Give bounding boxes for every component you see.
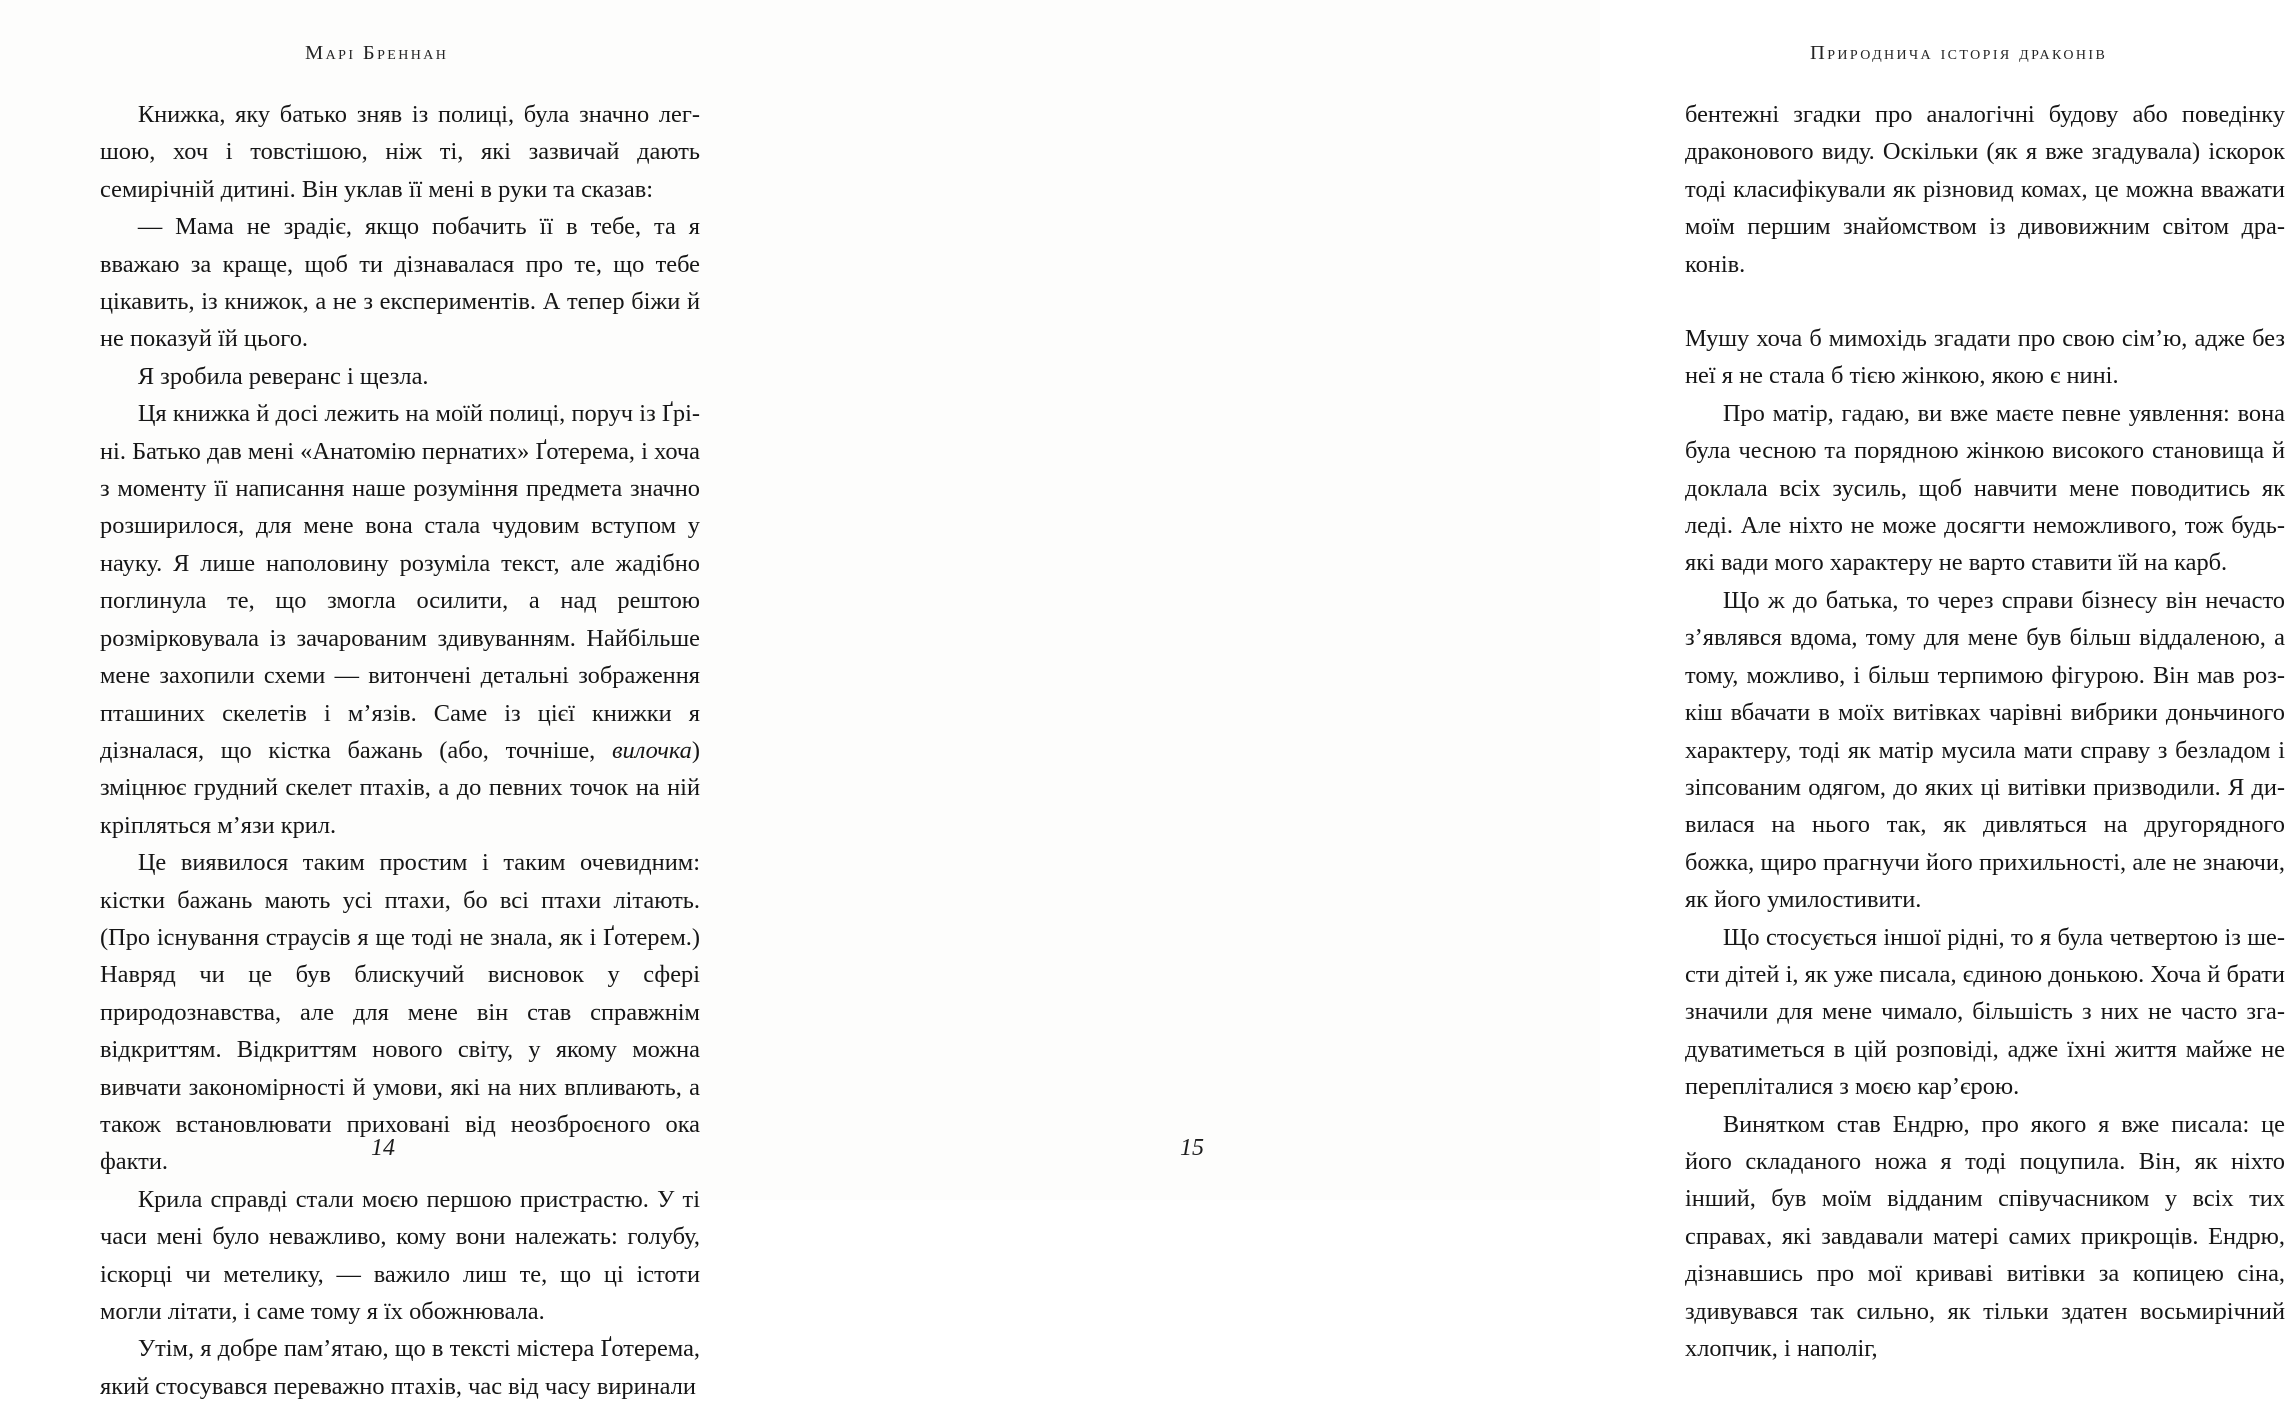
body-text-right xyxy=(1685,96,2285,1367)
body-text-left xyxy=(100,96,700,1405)
paragraph: бентежні згадки про аналогічні будову або поведінку драконового виду. Оскільки (як я вже згадувала) іскорок тоді класифікували як різновид комах, це можна вважати моїм першим знайомством із дивовижним світом драконів. xyxy=(1685,101,2285,278)
paragraph: Що стосується іншої рідні, то я була четвертою із шести дітей і, як уже писала, єдиною донькою. Хоча й брати значили для мене чимало, більшість з них не часто згадуватиметься в цій розповіді, адже їхні життя майже не перепліталися з моєю кар’єрою. xyxy=(1685,923,2285,1101)
page-right xyxy=(800,0,2285,1362)
page-number-right xyxy=(800,1135,1600,1162)
paragraph: Мушу хоча б мимохідь згадати про свою сім’ю, адже без неї я не стала б тією жінкою, якою є нині. xyxy=(1685,325,2285,390)
paragraph: Про матір, гадаю, ви вже маєте певне уявлення: вона була чесною та порядною жінкою високого становища й доклала всіх зусиль, щоб навчити мене поводитись як леді. Але ніхто не може досягти неможливого, тож будь-які вади мого характеру не варто ставити їй на карб. xyxy=(1685,399,2285,577)
paragraph: Це виявилося таким простим і таким очевидним: кістки бажань мають усі птахи, бо всі птахи літають. (Про існування страусів я ще тоді не знала, як і Ґотерем.) Навряд чи це був блискучий висновок у сфері природознавства, але для мене він став справжнім відкриттям. Відкриттям нового світу, у якому можна вивчати закономірності й умови, які на них впливають, а також встановлювати приховані від неозброєного ока факти. xyxy=(100,849,700,1176)
page-number-left xyxy=(0,1135,800,1162)
emphasized-term: вилочка xyxy=(611,736,692,764)
paragraph: — Мама не зрадіє, якщо побачить її в тебе, та я вважаю за краще, щоб ти дізнавалася про те, що тебе цікавить, із книжок, а не з експериментів. А тепер біжи й не показуй їй цього. xyxy=(100,213,700,353)
paragraph: Я зробила реверанс і щезла. xyxy=(137,362,429,390)
paragraph: Що ж до батька, то через справи бізнесу він нечасто з’являвся вдома, тому для мене був більш віддаленою, а тому, можливо, і більш терпимою фігурою. Він мав розкіш вбачати в моїх витівках чарівні вибрики доньчиного характеру, тоді як матір мусила мати справу з безладом і зіпсованим одягом, до яких ці витівки призводили. Я дивилася на нього так, як дивляться на другорядного божка, щиро прагнучи його прихильності, але не знаючи, як його умилостивити. xyxy=(1685,586,2285,914)
paragraph: Ця книжка й досі лежить на моїй полиці, поруч із Ґріні. Батько дав мені «Анатомію пернатих» Ґотерема, і хоча з моменту її написання наше розуміння предмета значно розширилося, для мене вона стала чудовим вступом у науку. Я лише наполовину розуміла текст, але жадібно поглинула те, що змогла осилити, а над рештою розмірковувала із зачарованим здивуванням. Найбільше мене захопили схеми — витончені детальні зображення пташиних скелетів і м’язів. Саме із цієї книжки я дізналася, що кістка бажань (або, точніше, вилочка) зміцнює грудний скелет птахів, а до певних точок на ній кріпляться м’язи крил. xyxy=(100,400,700,839)
paragraph: Книжка, яку батько зняв із полиці, була значно легшою, хоч і товстішою, ніж ті, які зазвичай дають семирічній дитині. Він уклав її мені в руки та сказав: xyxy=(100,101,700,203)
running-head-title: Природнича історія драконів xyxy=(1810,42,2108,64)
page-number-right-value: 15 xyxy=(1180,1135,1204,1161)
page-number-left-value: 14 xyxy=(371,1135,395,1161)
running-head-author: Марі Бреннан xyxy=(305,42,449,64)
page-left xyxy=(0,0,800,1400)
paragraph: Крила справді стали моєю першою пристрастю. У ті часи мені було неважливо, кому вони належать: голубу, іскорці чи метелику, — важило лиш те, що ці істоти могли літати, і саме тому я їх обожнювала. xyxy=(100,1185,700,1325)
paragraph: Винятком став Ендрю, про якого я вже писала: це його складаного ножа я тоді поцупила. Він, як ніхто інший, був моїм відданим співучасником у всіх тих справах, які завдавали матері самих прикрощів. Ендрю, дізнавшись про мої криваві витівки за копицею сіна, здивувався так сильно, як тільки здатен восьмирічний хлопчик, і наполіг, xyxy=(1685,1110,2285,1362)
paragraph: Утім, я добре пам’ятаю, що в тексті містера Ґотерема, який стосувався переважно птахів, час від часу виринали xyxy=(100,1335,700,1400)
